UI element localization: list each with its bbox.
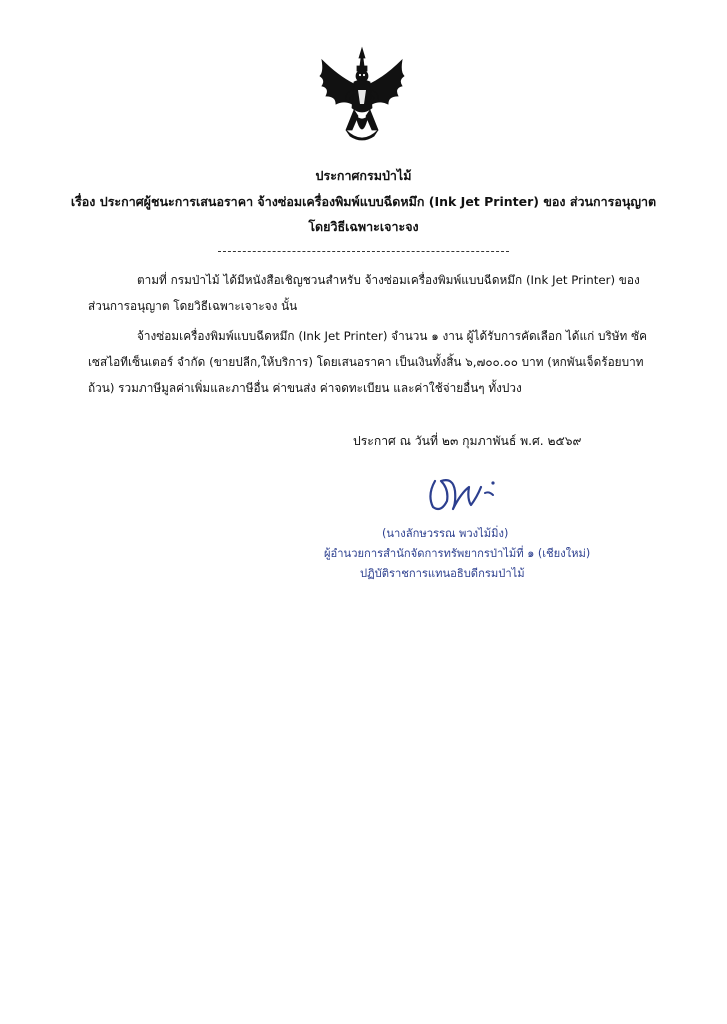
announcement-date: ประกาศ ณ วันที่ ๒๓ กุมภาพันธ์ พ.ศ. ๒๕๖๙ [353, 434, 582, 448]
dashed-divider [218, 251, 509, 252]
garuda-emblem-icon [316, 46, 408, 148]
paragraph-2-line-3: ถ้วน) รวมภาษีมูลค่าเพิ่มและภาษีอื่น ค่าขนส่ง ค่าจดทะเบียน และค่าใช้จ่ายอื่นๆ ทั้งปวง [88, 381, 522, 395]
handwritten-signature [423, 473, 501, 515]
signatory-position: ผู้อำนวยการสำนักจัดการทรัพยากรป่าไม้ที่ ๑ (เชียงใหม่) [324, 547, 591, 560]
paragraph-1-line-1: ตามที่ กรมป่าไม้ ได้มีหนังสือเชิญชวนสำหรับ จ้างซ่อมเครื่องพิมพ์แบบฉีดหมึก (Ink Jet Printer) ของ [137, 273, 640, 287]
subject-line-2: โดยวิธีเฉพาะเจาะจง [308, 219, 419, 234]
paragraph-1-line-2: ส่วนการอนุญาต โดยวิธีเฉพาะเจาะจง นั้น [88, 299, 298, 313]
page-title: ประกาศกรมป่าไม้ [315, 168, 412, 183]
subject-line-1: เรื่อง ประกาศผู้ชนะการเสนอราคา จ้างซ่อมเครื่องพิมพ์แบบฉีดหมึก (Ink Jet Printer) ของ ส่วนการอนุญาต [70, 194, 657, 209]
signatory-name: (นางลักษวรรณ พวงไม้มิ่ง) [382, 527, 509, 540]
paragraph-2-line-1: จ้างซ่อมเครื่องพิมพ์แบบฉีดหมึก (Ink Jet Printer) จำนวน ๑ งาน ผู้ได้รับการคัดเลือก ได้แก่ บริษัท ซัค [137, 329, 647, 343]
signatory-acting-for: ปฏิบัติราชการแทนอธิบดีกรมป่าไม้ [360, 567, 525, 580]
paragraph-2-line-2: เซสไอทีเซ็นเตอร์ จำกัด (ขายปลีก,ให้บริการ) โดยเสนอราคา เป็นเงินทั้งสิ้น ๖,๗๐๐.๐๐ บาท (หกพันเจ็ดร้อยบาท [88, 355, 644, 369]
